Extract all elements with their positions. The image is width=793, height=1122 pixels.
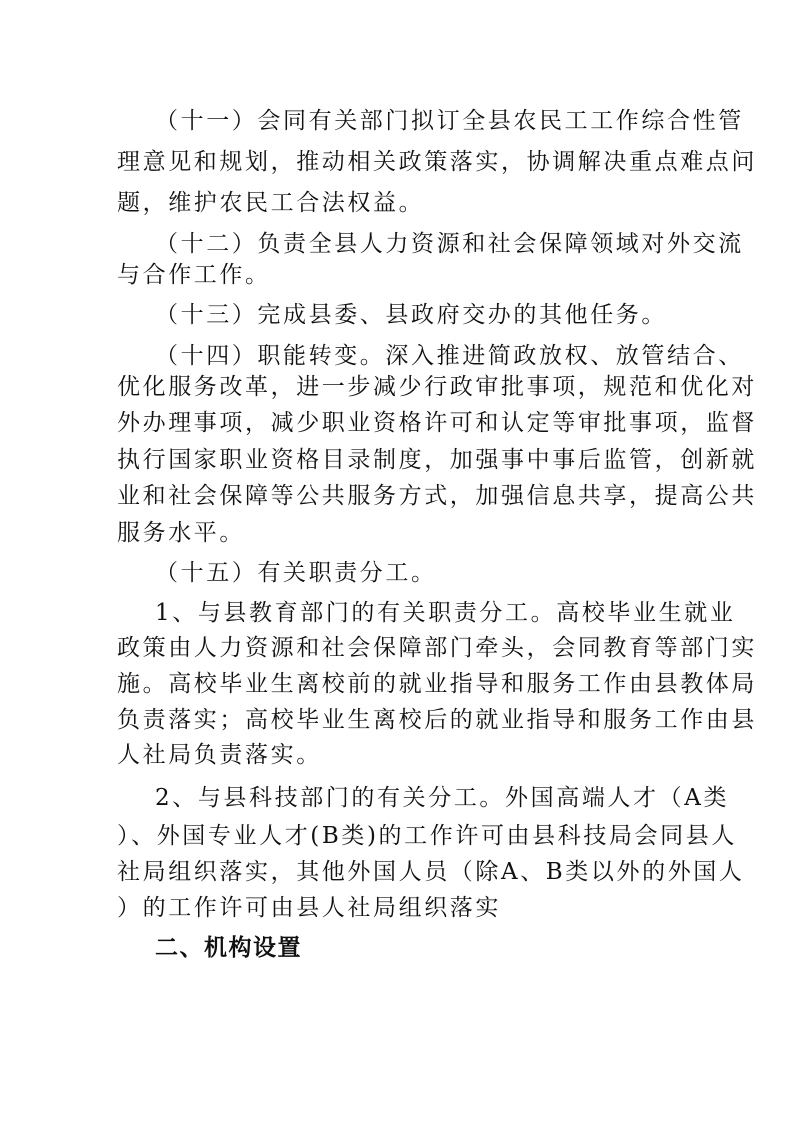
- paragraph-line: 与合作工作。: [117, 262, 271, 288]
- paragraph-line: （十四）职能转变。深入推进简政放权、放管结合、: [155, 343, 744, 369]
- paragraph-line: 人社局负责落实。: [117, 742, 322, 768]
- paragraph-line: 施。高校毕业生离校前的就业指导和服务工作由县教体局: [117, 671, 757, 697]
- paragraph-line: 题，维护农民工合法权益。: [117, 190, 425, 216]
- paragraph-line: 负责落实；高校毕业生离校后的就业指导和服务工作由县: [117, 707, 757, 733]
- paragraph-line: 优化服务改革，进一步减少行政审批事项，规范和优化对: [117, 374, 757, 400]
- paragraph-line: ）、外国专业人才(B类)的工作许可由县科技局会同县人: [117, 823, 737, 849]
- paragraph-line: 服务水平。: [117, 520, 245, 546]
- paragraph-line: （十五）有关职责分工。: [155, 560, 437, 586]
- paragraph-line: 执行国家职业资格目录制度，加强事中事后监管，创新就: [117, 447, 757, 473]
- paragraph-line: （十三）完成县委、县政府交办的其他任务。: [155, 302, 667, 328]
- paragraph-line: 业和社会保障等公共服务方式，加强信息共享，提高公共: [117, 483, 757, 509]
- paragraph-line: （十二）负责全县人力资源和社会保障领域对外交流: [155, 231, 744, 257]
- paragraph-line: 政策由人力资源和社会保障部门牵头，会同教育等部门实: [117, 635, 757, 661]
- paragraph-line: 理意见和规划，推动相关政策落实，协调解决重点难点问: [117, 149, 757, 175]
- paragraph-line: 外办理事项，减少职业资格许可和认定等审批事项，监督: [117, 410, 757, 436]
- section-heading: 二、机构设置: [155, 935, 302, 961]
- paragraph-line: （十一）会同有关部门拟订全县农民工工作综合性管: [155, 108, 744, 134]
- paragraph-line: 1、与县教育部门的有关职责分工。高校毕业生就业: [155, 600, 736, 626]
- paragraph-line: 社局组织落实，其他外国人员（除A、B类以外的外国人: [117, 859, 745, 885]
- paragraph-line: ）的工作许可由县人社局组织落实: [117, 895, 501, 921]
- paragraph-line: 2、与县科技部门的有关分工。外国高端人才（A类: [155, 785, 730, 811]
